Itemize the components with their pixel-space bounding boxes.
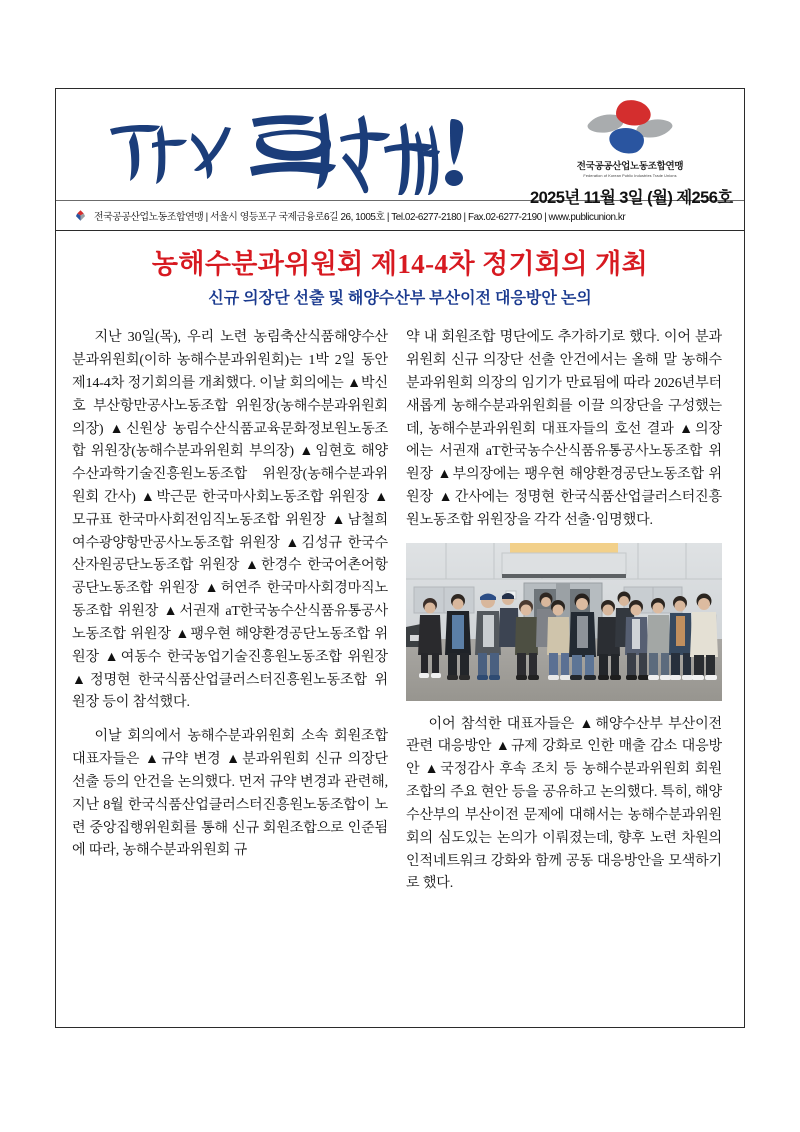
contact-info-text: 전국공공산업노동조합연맹 | 서울시 영등포구 국제금융로6길 26, 1005호 | Tel.02-6277-2180 | Fax.02-6277-2190 | www.publicunion.kr xyxy=(94,212,626,223)
diamond-logo-icon xyxy=(74,209,87,222)
right-column xyxy=(406,326,722,895)
newsletter-page xyxy=(55,88,745,1028)
article-columns xyxy=(56,310,744,895)
brush-calligraphy-title xyxy=(88,95,488,195)
masthead xyxy=(56,89,744,207)
logo-name-english: Federation of Korean Public Industries Trade Unions xyxy=(583,173,677,178)
right-paragraph-2: 이어 참석한 대표자들은 ▲해양수산부 부산이전 관련 대응방안 ▲규제 강화로 인한 매출 감소 대응방안 ▲국정감사 후속 조치 등 농해수분과위원회 회원조합의 주요 현안 등을 공유하고 논의했다. 특히, 해양수산부의 부산이전 문제에 대해서는 농해수분과위원회의 심도있는 논의가 이뤄졌는데, 향후 노련 차원의 인적네트워크 강화와 함께 공동 대응방안을 모색하기로 했다. xyxy=(406,715,722,892)
contact-bar xyxy=(56,201,744,231)
left-paragraph-2: 이날 회의에서 농해수분과위원회 소속 회원조합 대표자들은 ▲규약 변경 ▲분과위원회 신규 의장단 선출 등의 안건을 논의했다. 먼저 규약 변경과 관련해, 지난 8월 한국식품산업클러스터진흥원노동조합이 노련 중앙집행위원회를 통해 신규 회원조합으로 인준됨에 따라, 농해수분과위원회 규 xyxy=(72,728,388,859)
left-column xyxy=(72,326,388,895)
organization-logo-block xyxy=(530,95,733,208)
right-paragraph-1: 약 내 회원조합 명단에도 추가하기로 했다. 이어 분과위원회 신규 의장단 선출 안건에서는 올해 말 농해수분과위원회 의장의 임기가 만료됨에 따라 2026년부터 새롭게 농해수분과위원회를 이끌 의장단을 구성했는데, 농해수분과위원회 대표자들의 호선 결과 ▲의장에는 서권재 aT한국농수산식품유통공사노동조합 위원장 ▲부의장에는 팽우현 해양환경공단노동조합 위원장 ▲간사에는 정명현 한국식품산업클러스터진흥원노동조합 위원장을 각각 선출·임명했다. xyxy=(406,329,722,528)
group-photo xyxy=(406,543,722,701)
logo-name-korean: 전국공공산업노동조합연맹 xyxy=(576,161,684,172)
article-subheadline: 신규 의장단 선출 및 해양수산부 부산이전 대응방안 논의 xyxy=(208,290,592,308)
headline-block xyxy=(56,231,744,310)
left-paragraph-1: 지난 30일(목), 우리 노련 농림축산식품해양수산분과위원회(이하 농해수분과위원회)는 1박 2일 동안 제14-4차 정기회의를 개최했다. 이날 회의에는 ▲박신호 부산항만공사노동조합 위원장(농해수분과위원회 의장) ▲신원상 농림수산식품교육문화정보원노동조합 위원장(농해수분과위원회 부의장) ▲임현호 해양수산과학기술진흥원노동조합 위원장(농해수분과위원회 간사) ▲박근문 한국마사회노동조합 위원장 ▲모규표 한국마사회전임직노동조합 위원장 ▲남철희 여수광양항만공사노동조합 위원장 ▲김성규 한국수산자원공단노동조합 위원장 ▲한경수 한국어촌어항공단노동조합 위원장 ▲허연주 한국마사회경마직노동조합 위원장 ▲서권재 aT한국농수산식품유통공사노동조합 위원장 ▲팽우현 해양환경공단노동조합 위원장 ▲여동수 한국농업기술진흥원노동조합 위원장 ▲정명현 한국식품산업클러스터진흥원노동조합 위원장 등이 참석했다. xyxy=(72,329,388,711)
article-headline: 농해수분과위원회 제14-4차 정기회의 개최 xyxy=(151,249,649,279)
federation-pinwheel-logo-icon xyxy=(582,95,678,157)
issue-date-line: 2025년 11월 3일 (월) 제256호 xyxy=(530,189,733,207)
